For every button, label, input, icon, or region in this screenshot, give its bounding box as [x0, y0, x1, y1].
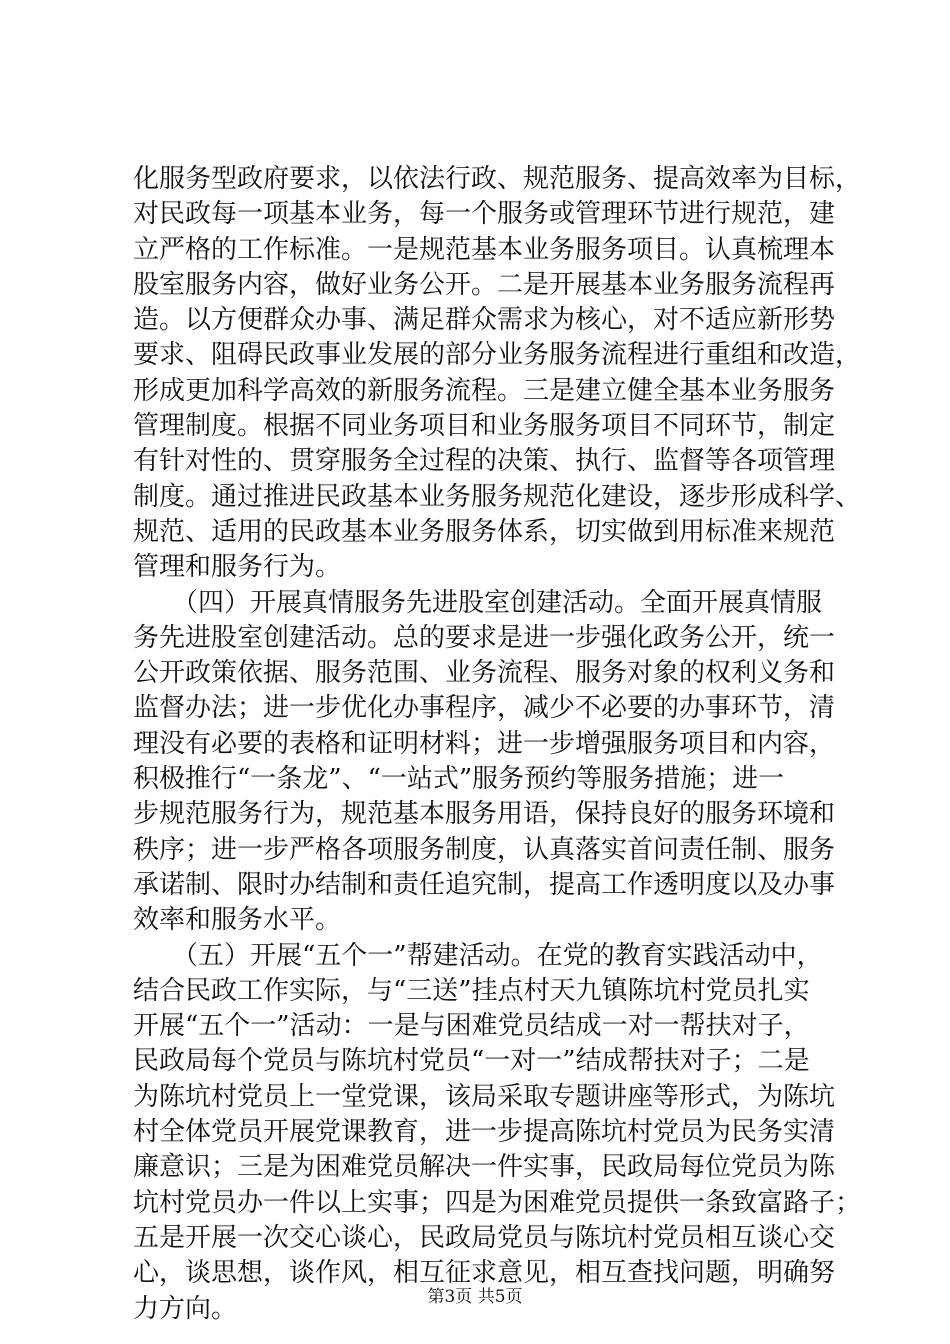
text-line: 坑村党员办一件以上实事；四是为困难党员提供一条致富路子； — [133, 1187, 862, 1218]
text-line: 造。以方便群众办事、满足群众需求为核心，对不适应新形势 — [133, 305, 836, 336]
text-line: 步规范服务行为，规范基本服务用语，保持良好的服务环境和 — [133, 799, 836, 830]
text-line: 廉意识；三是为困难党员解决一件实事，民政局每位党员为陈 — [133, 1152, 836, 1183]
text-line: 务先进股室创建活动。总的要求是进一步强化政务公开，统一 — [133, 622, 836, 653]
text-line: 承诺制、限时办结制和责任追究制，提高工作透明度以及办事 — [133, 869, 836, 900]
text-line: （四）开展真情服务先进股室创建活动。全面开展真情服 — [133, 587, 823, 618]
text-line: 形成更加科学高效的新服务流程。三是建立健全基本业务服务 — [133, 375, 836, 406]
text-line: 开展“五个一”活动：一是与困难党员结成一对一帮扶对子， — [133, 1011, 810, 1042]
page-number-footer: 第3页 共5页 — [427, 1287, 523, 1307]
text-line: 有针对性的、贯穿服务全过程的决策、执行、监督等各项管理 — [133, 446, 836, 477]
text-line: 心，谈思想，谈作风，相互征求意见，相互查找问题，明确努 — [133, 1258, 836, 1289]
text-line: 股室服务内容，做好业务公开。二是开展基本业务服务流程再 — [133, 269, 836, 300]
text-line: 效率和服务水平。 — [133, 905, 342, 936]
text-line: 结合民政工作实际，与“三送”挂点村天九镇陈坑村党员扎实 — [133, 975, 810, 1006]
text-line: 管理制度。根据不同业务项目和业务服务项目不同环节，制定 — [133, 411, 836, 442]
text-line: 管理和服务行为。 — [133, 552, 342, 583]
text-line: 制度。通过推进民政基本业务服务规范化建设，逐步形成科学、 — [133, 481, 862, 512]
text-line: 监督办法；进一步优化办事程序，减少不必要的办事环节，清 — [133, 693, 836, 724]
body-text — [133, 162, 862, 1327]
text-line: 力方向。 — [133, 1293, 238, 1324]
text-line: 对民政每一项基本业务，每一个服务或管理环节进行规范，建 — [133, 199, 836, 230]
text-line: 为陈坑村党员上一堂党课，该局采取专题讲座等形式，为陈坑 — [133, 1081, 836, 1112]
text-line: 规范、适用的民政基本业务服务体系，切实做到用标准来规范 — [133, 516, 836, 547]
text-line: 化服务型政府要求，以依法行政、规范服务、提高效率为目标， — [133, 164, 862, 194]
text-line: 民政局每个党员与陈坑村党员“一对一”结成帮扶对子；二是 — [133, 1046, 810, 1077]
text-line: 立严格的工作标准。一是规范基本业务服务项目。认真梳理本 — [133, 234, 836, 265]
text-line: （五）开展“五个一”帮建活动。在党的教育实践活动中， — [133, 940, 823, 971]
text-line: 公开政策依据、服务范围、业务流程、服务对象的权利义务和 — [133, 658, 836, 689]
text-line: 理没有必要的表格和证明材料；进一步增强服务项目和内容， — [133, 728, 836, 759]
text-line: 村全体党员开展党课教育，进一步提高陈坑村党员为民务实清 — [133, 1117, 836, 1148]
text-line: 秩序；进一步严格各项服务制度，认真落实首问责任制、服务 — [133, 834, 836, 865]
text-line: 要求、阻碍民政事业发展的部分业务服务流程进行重组和改造， — [133, 340, 862, 371]
text-line: 积极推行“一条龙”、“一站式”服务预约等服务措施；进一 — [133, 764, 785, 795]
text-line: 五是开展一次交心谈心，民政局党员与陈坑村党员相互谈心交 — [133, 1222, 836, 1253]
